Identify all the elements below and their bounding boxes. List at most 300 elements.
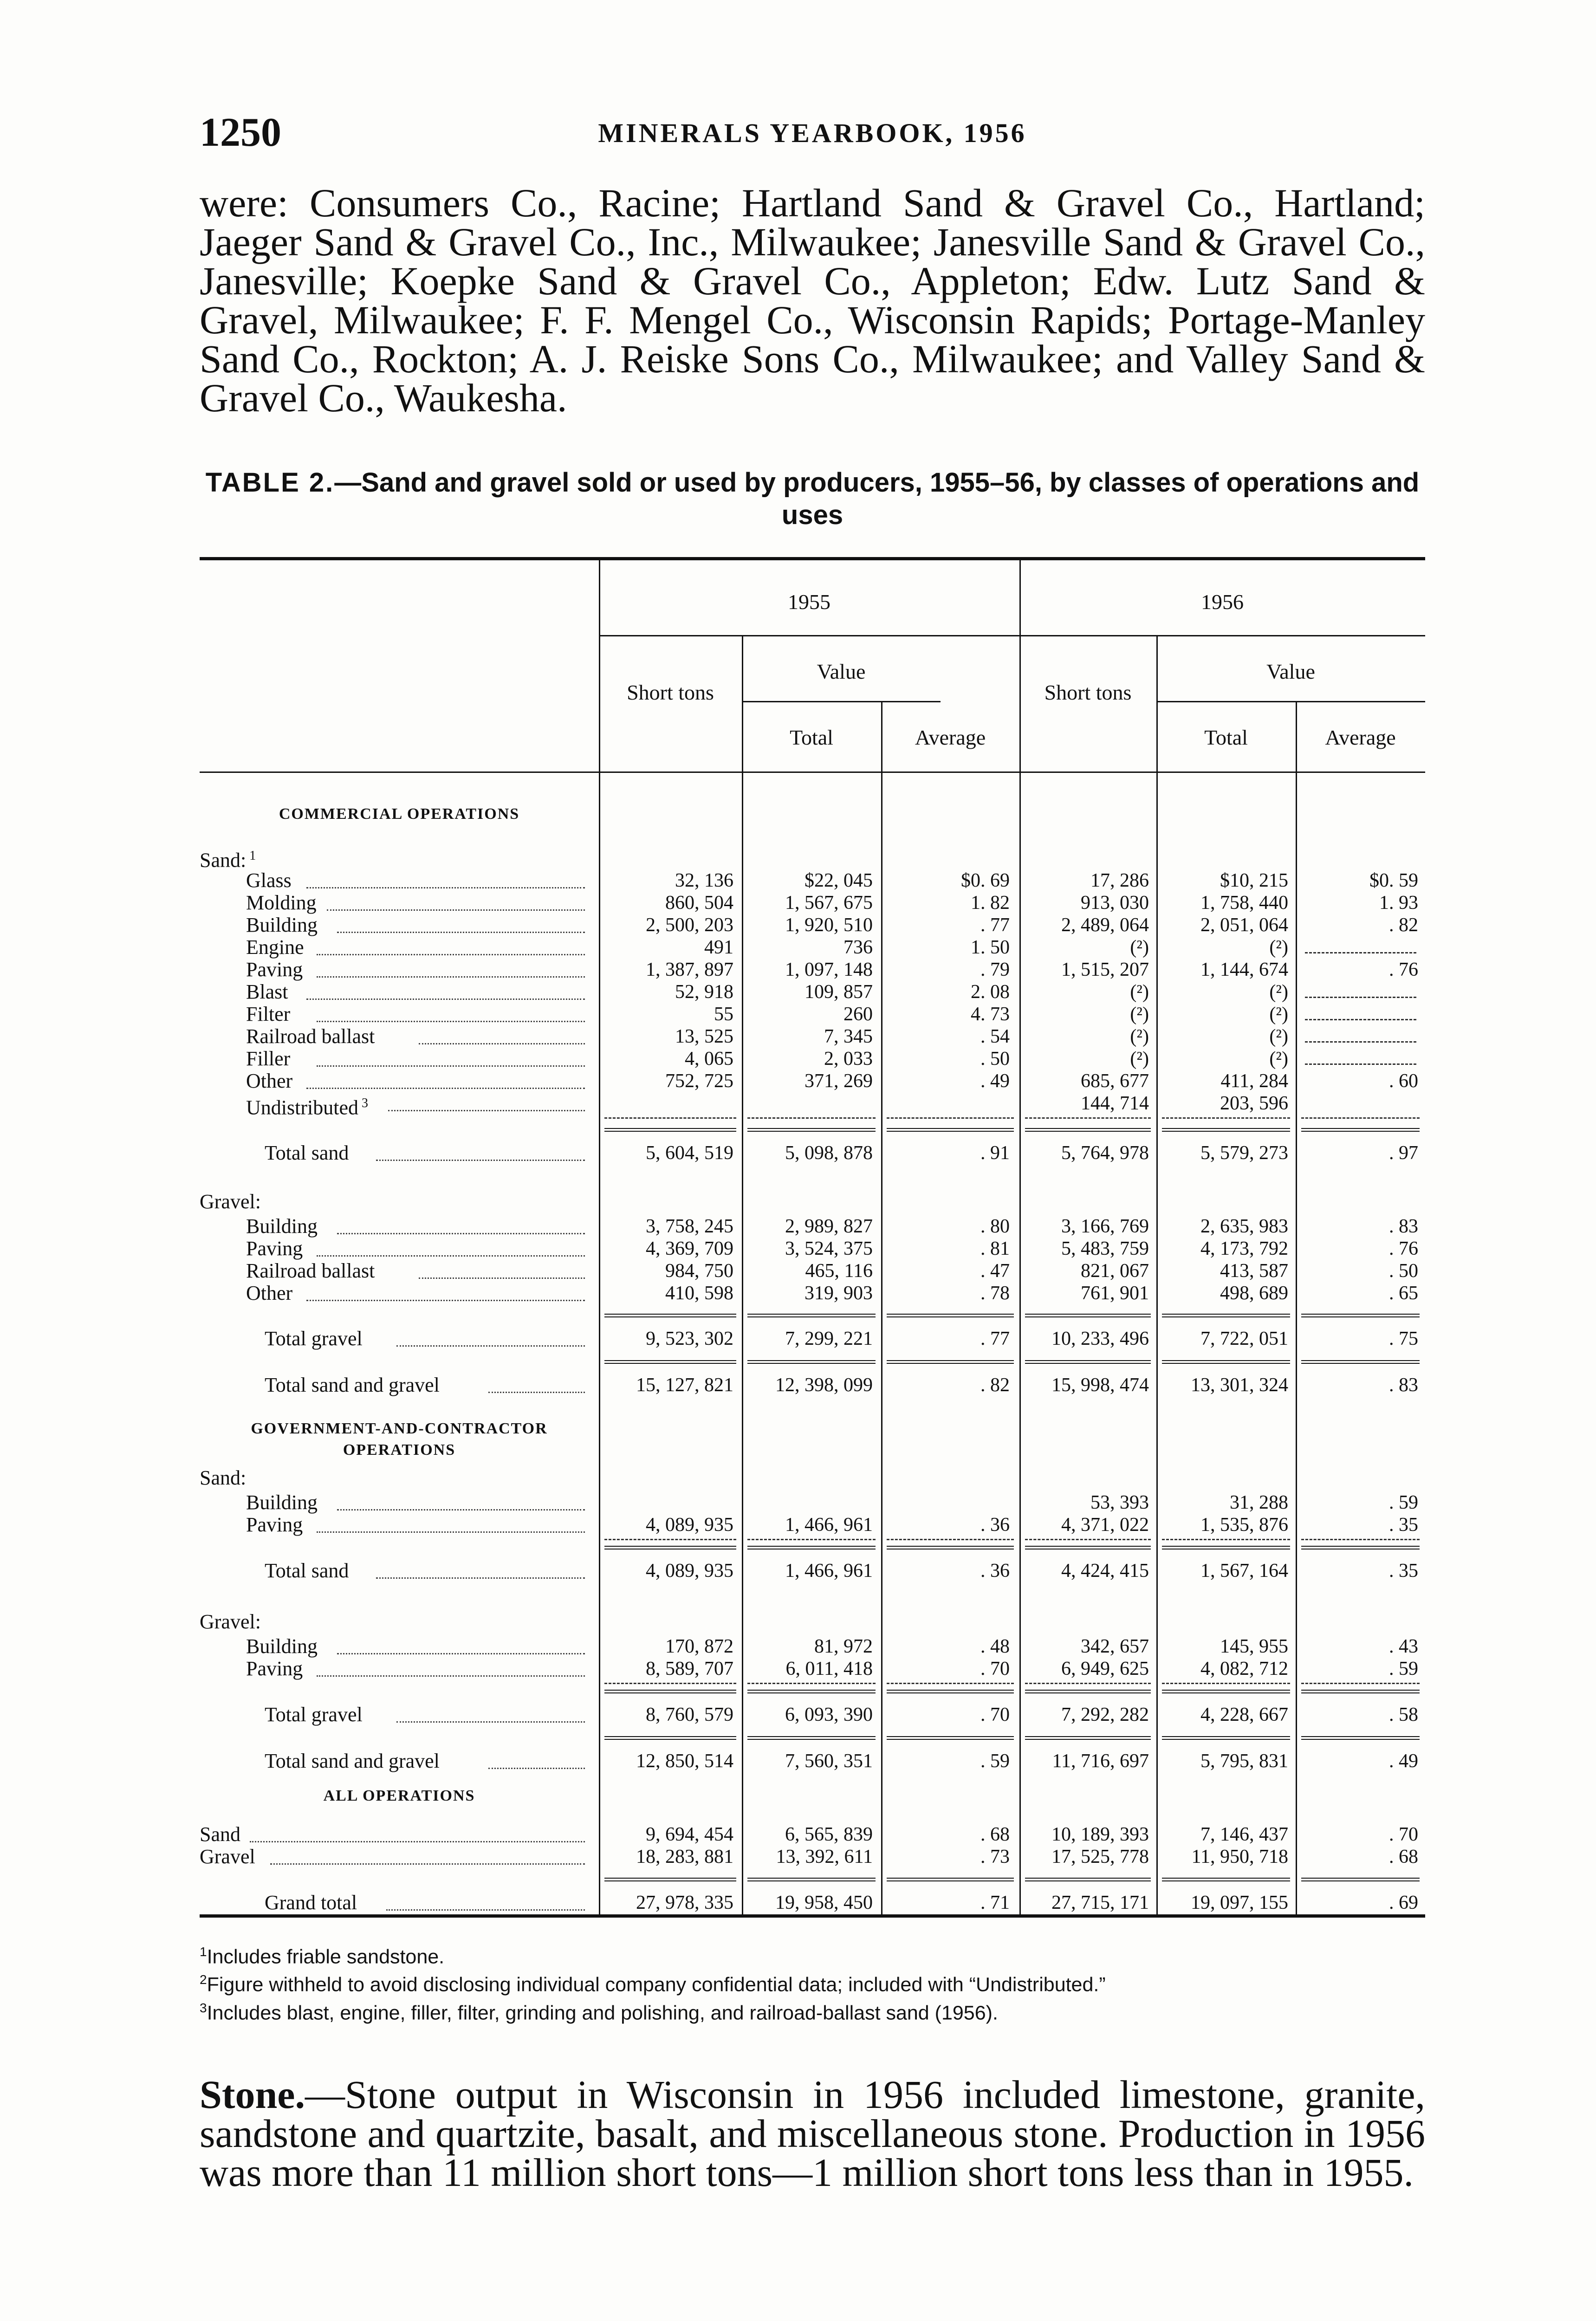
table-cell: . 83 (1389, 1216, 1418, 1237)
total-separator-rule (1301, 1880, 1420, 1881)
table-cell: . 43 (1389, 1636, 1418, 1657)
total-separator-rule (604, 1690, 736, 1691)
footnote-2 (200, 1968, 1425, 1996)
table-cell: . 71 (980, 1892, 1010, 1913)
empty-cell-dash (1305, 1041, 1416, 1043)
table-cell: (²) (1269, 1048, 1288, 1070)
total-separator-rule (1025, 1692, 1151, 1693)
total-separator-rule (604, 1692, 736, 1693)
footnote-3-text: Includes blast, engine, filler, filter, grinding and polishing, and railroad-ballast sand (1956). (207, 2001, 998, 2024)
subtotal-dash-rule (887, 1683, 1014, 1684)
leader-dots (317, 1065, 585, 1067)
table-cell: 170, 872 (665, 1636, 733, 1657)
total-separator-rule (1162, 1128, 1290, 1129)
row-label-text: Total sand and gravel (265, 1750, 440, 1772)
leader-dots (250, 1841, 585, 1842)
row-label (246, 936, 304, 959)
page-number: 1250 (200, 110, 281, 155)
total-separator-rule (887, 1316, 1014, 1317)
table-cell: 2, 051, 064 (1200, 914, 1288, 936)
table-cell: 7, 560, 351 (785, 1750, 873, 1772)
total-header-1955: Total (790, 726, 833, 749)
total-separator-rule (1301, 1739, 1420, 1740)
leader-dots (337, 1233, 585, 1234)
leader-dots (337, 932, 585, 933)
row-label-text: Blast (246, 980, 288, 1003)
table-cell: 13, 301, 324 (1191, 1374, 1288, 1396)
leader-dots (317, 954, 585, 955)
subtotal-dash-rule (604, 1683, 736, 1684)
table-cell: 12, 398, 099 (775, 1374, 873, 1396)
table-cell: . 36 (980, 1514, 1010, 1536)
table-cell: . 59 (1389, 1492, 1418, 1513)
leader-dots (317, 1675, 585, 1677)
footnote-1-mark: 1 (200, 1945, 207, 1959)
row-label (246, 914, 318, 936)
total-separator-rule (1025, 1880, 1151, 1881)
row-label-text: Sand (200, 1823, 240, 1846)
col-divider-b (881, 702, 882, 1914)
row-label (265, 1750, 440, 1772)
table-cell: . 47 (980, 1260, 1010, 1282)
row-label-text: Sand: (200, 849, 247, 872)
total-separator-rule (1162, 1360, 1290, 1361)
row-label (265, 1892, 357, 1914)
table-cell: $22, 045 (804, 870, 873, 891)
table-cell: 11, 716, 697 (1052, 1750, 1149, 1772)
table-cell: 5, 579, 273 (1200, 1142, 1288, 1164)
table-cell: 491 (704, 937, 733, 958)
table-cell: . 50 (1389, 1260, 1418, 1282)
subtotal-dash-rule (1301, 1683, 1420, 1684)
total-separator-rule (887, 1690, 1014, 1691)
total-separator-rule (1301, 1128, 1420, 1129)
table-cell: 3, 166, 769 (1061, 1216, 1149, 1237)
table-cell: 3, 758, 245 (646, 1216, 733, 1237)
footnote-3 (200, 1997, 1425, 2024)
table-cell: . 35 (1389, 1514, 1418, 1536)
total-separator-rule (1025, 1736, 1151, 1737)
table-cell: . 91 (980, 1142, 1010, 1164)
total-separator-rule (747, 1739, 876, 1740)
table-cell: 145, 955 (1220, 1636, 1288, 1657)
table-cell: 1, 097, 148 (785, 959, 873, 980)
total-separator-rule (1162, 1316, 1290, 1317)
leader-dots (488, 1768, 585, 1769)
table-caption (200, 467, 1425, 532)
year-1956-header: 1956 (1201, 590, 1244, 614)
stone-text: —Stone output in Wisconsin in 1956 included limestone, granite, sandstone and quartzite, basalt, and miscellaneous stone. Production in 1956 was more than 11 million short tons—1 million short tons less than in 1955. (200, 2072, 1425, 2195)
subtotal-dash-rule (1301, 1539, 1420, 1540)
total-separator-rule (1301, 1363, 1420, 1364)
table-cell: . 59 (1389, 1658, 1418, 1679)
total-separator-rule (747, 1128, 876, 1129)
total-separator-rule (747, 1880, 876, 1881)
table-cell: 9, 523, 302 (646, 1328, 733, 1349)
table-cell: . 59 (980, 1750, 1010, 1772)
row-label-text: Gravel: (200, 1610, 261, 1633)
total-separator-rule (1301, 1546, 1420, 1547)
total-separator-rule (1301, 1316, 1420, 1317)
leader-dots (386, 1909, 585, 1911)
row-label-text: Building (246, 914, 318, 936)
table-cell: 32, 136 (675, 870, 733, 891)
table-caption-text: —Sand and gravel sold or used by producers, 1955–56, by classes of operations and uses (334, 467, 1420, 530)
total-separator-rule (887, 1692, 1014, 1693)
table-cell: 342, 657 (1081, 1636, 1149, 1657)
subtotal-dash-rule (747, 1117, 876, 1119)
row-label-text: Filter (246, 1003, 291, 1025)
total-separator-rule (1025, 1690, 1151, 1691)
row-label-text: Engine (246, 936, 304, 959)
table-cell: 4, 089, 935 (646, 1514, 733, 1536)
empty-cell-dash (1305, 1019, 1416, 1020)
table-cell: 4, 173, 792 (1200, 1238, 1288, 1259)
year-1955-header: 1955 (788, 590, 830, 614)
table-cell: (²) (1269, 981, 1288, 1003)
table-cell: . 75 (1389, 1328, 1418, 1349)
row-label-text: Building (246, 1635, 318, 1658)
row-label (246, 1003, 290, 1025)
value-header-1956: Value (1266, 660, 1315, 683)
year-header-rule (599, 635, 1425, 636)
table-cell: 1, 920, 510 (785, 914, 873, 936)
total-separator-rule (604, 1131, 736, 1132)
total-separator-rule (1025, 1131, 1151, 1132)
total-separator-rule (1162, 1878, 1290, 1879)
table-cell: 17, 525, 778 (1051, 1846, 1149, 1867)
table-cell: 5, 795, 831 (1200, 1750, 1288, 1772)
total-separator-rule (1162, 1880, 1290, 1881)
header-bottom-rule (200, 772, 1425, 773)
total-separator-rule (1162, 1546, 1290, 1547)
leader-dots (317, 1021, 585, 1022)
value-header-rule-1955 (742, 701, 941, 702)
table-cell: 10, 189, 393 (1051, 1824, 1149, 1845)
table-cell: 2, 500, 203 (646, 914, 733, 936)
value-header-1955: Value (817, 660, 866, 683)
row-label-text: Gravel (200, 1845, 255, 1868)
table-cell: 27, 978, 335 (636, 1892, 733, 1913)
table-cell: 2, 033 (824, 1048, 873, 1070)
total-separator-rule (887, 1128, 1014, 1129)
row-label (265, 1328, 363, 1350)
footnote-2-text: Figure withheld to avoid disclosing individual company confidential data; included with “Undistributed.” (207, 1973, 1106, 1996)
total-separator-rule (1025, 1316, 1151, 1317)
row-label (265, 1374, 440, 1396)
table-cell: 411, 284 (1220, 1070, 1288, 1092)
total-header-1956: Total (1204, 726, 1248, 749)
total-separator-rule (887, 1131, 1014, 1132)
table-cell: 860, 504 (665, 892, 733, 914)
table-cell: 4. 73 (971, 1004, 1010, 1025)
intro-paragraph: were: Consumers Co., Racine; Hartland Sand & Gravel Co., Hartland; Jaeger Sand & Gravel Co., Inc., Milwaukee; Janesville Sand & Gravel Co., Janesville; Koepke Sand & Gravel Co., Appleton; Edw. Lutz Sand & Gravel, Milwaukee; F. F. Mengel Co., Wisconsin Rapids; Portage-Manley Sand Co., Rockton; A. J. Reiske Sons Co., Milwaukee; and Valley Sand & Gravel Co., Waukesha. (200, 181, 1425, 420)
table-cell: 31, 288 (1230, 1492, 1288, 1513)
total-separator-rule (604, 1314, 736, 1315)
table-cell: . 65 (1389, 1283, 1418, 1304)
total-separator-rule (887, 1736, 1014, 1737)
table-cell: . 60 (1389, 1070, 1418, 1092)
row-label (246, 1260, 375, 1282)
table-cell: 7, 146, 437 (1200, 1824, 1288, 1845)
leader-dots (306, 1300, 585, 1301)
row-label (246, 869, 292, 892)
row-label (246, 981, 288, 1003)
table-cell: . 48 (980, 1636, 1010, 1657)
total-separator-rule (1301, 1360, 1420, 1361)
total-separator-rule (1025, 1314, 1151, 1315)
table-cell: 52, 918 (675, 981, 733, 1003)
table-cell: . 77 (980, 914, 1010, 936)
subtotal-dash-rule (887, 1117, 1014, 1119)
row-label-text: Total sand (265, 1559, 349, 1582)
row-label (246, 1635, 318, 1658)
table-cell: 371, 269 (804, 1070, 873, 1092)
table-cell: 913, 030 (1081, 892, 1149, 914)
table-cell: 498, 689 (1220, 1283, 1288, 1304)
total-separator-rule (1162, 1692, 1290, 1693)
leader-dots (396, 1345, 585, 1347)
row-label-text: Undistributed (246, 1096, 358, 1119)
table-cell: 5, 764, 978 (1061, 1142, 1149, 1164)
average-header-1956: Average (1325, 726, 1396, 749)
row-label-text: Paving (246, 1657, 303, 1680)
table-top-rule (200, 557, 1425, 560)
row-label (200, 1467, 246, 1489)
table-cell: 984, 750 (665, 1260, 733, 1282)
total-separator-rule (604, 1546, 736, 1547)
total-separator-rule (747, 1360, 876, 1361)
leader-dots (396, 1721, 585, 1723)
row-label-text: Paving (246, 1513, 303, 1536)
table-cell: 1, 144, 674 (1200, 959, 1288, 980)
subtotal-dash-rule (1025, 1117, 1151, 1119)
total-separator-rule (747, 1314, 876, 1315)
table-cell: . 49 (1389, 1750, 1418, 1772)
leader-dots (376, 1160, 585, 1161)
table-cell: $0. 69 (961, 870, 1010, 891)
row-label-text: Sand: (200, 1466, 247, 1489)
table-cell: 4, 089, 935 (646, 1560, 733, 1582)
row-label-text: Molding (246, 891, 317, 914)
table-cell: 1, 758, 440 (1200, 892, 1288, 914)
row-label-text: Railroad ballast (246, 1025, 375, 1048)
col-divider-a (742, 635, 743, 1914)
leader-dots (327, 909, 585, 911)
table-cell: . 69 (1389, 1892, 1418, 1913)
row-label (246, 892, 317, 914)
table-cell: . 68 (980, 1824, 1010, 1845)
total-separator-rule (1301, 1690, 1420, 1691)
table-cell: . 70 (1389, 1824, 1418, 1845)
table-cell: 8, 760, 579 (646, 1704, 733, 1725)
total-separator-rule (887, 1314, 1014, 1315)
total-separator-rule (604, 1316, 736, 1317)
empty-cell-dash (1305, 952, 1416, 953)
leader-dots (270, 1863, 585, 1865)
table-cell: . 50 (980, 1048, 1010, 1070)
total-separator-rule (604, 1363, 736, 1364)
total-separator-rule (1162, 1131, 1290, 1132)
table-cell: 81, 972 (814, 1636, 873, 1657)
total-separator-rule (747, 1546, 876, 1547)
subtotal-dash-rule (604, 1539, 736, 1540)
empty-cell-dash (1305, 1063, 1416, 1065)
table-cell: . 97 (1389, 1142, 1418, 1164)
table-cell: 4, 424, 415 (1061, 1560, 1149, 1582)
total-separator-rule (887, 1363, 1014, 1364)
col-divider-years (1019, 557, 1021, 1914)
table-cell: 7, 292, 282 (1061, 1704, 1149, 1725)
table-cell: 10, 233, 496 (1051, 1328, 1149, 1349)
table-cell: (²) (1269, 1026, 1288, 1047)
table-cell: 5, 483, 759 (1061, 1238, 1149, 1259)
row-label (246, 1070, 292, 1092)
total-separator-rule (604, 1739, 736, 1740)
table-cell: . 81 (980, 1238, 1010, 1259)
total-separator-rule (604, 1128, 736, 1129)
total-separator-rule (747, 1736, 876, 1737)
total-separator-rule (747, 1692, 876, 1693)
total-separator-rule (1301, 1878, 1420, 1879)
row-label-text: Building (246, 1491, 318, 1514)
total-separator-rule (1025, 1360, 1151, 1361)
total-separator-rule (1025, 1128, 1151, 1129)
table-cell: 13, 525 (675, 1026, 733, 1047)
table-cell: 6, 093, 390 (785, 1704, 873, 1725)
table-cell: . 58 (1389, 1704, 1418, 1725)
row-label (200, 1191, 261, 1213)
table-cell: 821, 067 (1081, 1260, 1149, 1282)
table-cell: 410, 598 (665, 1283, 733, 1304)
table-cell: 2, 989, 827 (785, 1216, 873, 1237)
total-separator-rule (604, 1360, 736, 1361)
row-label-text: Total gravel (265, 1327, 363, 1350)
leader-dots (376, 1577, 585, 1579)
table-cell: . 80 (980, 1216, 1010, 1237)
row-label-text: Total sand (265, 1141, 349, 1164)
total-separator-rule (1025, 1546, 1151, 1547)
total-separator-rule (604, 1880, 736, 1881)
subtotal-dash-rule (887, 1539, 1014, 1540)
table-cell: 1. 93 (1379, 892, 1418, 914)
stone-lead: Stone. (200, 2072, 305, 2117)
total-separator-rule (1162, 1314, 1290, 1315)
table-cell: . 73 (980, 1846, 1010, 1867)
total-separator-rule (1162, 1739, 1290, 1740)
table-cell: . 35 (1389, 1560, 1418, 1582)
table-cell: 1, 466, 961 (785, 1514, 873, 1536)
table-cell: 4, 082, 712 (1200, 1658, 1288, 1679)
row-label-text: Railroad ballast (246, 1259, 375, 1282)
total-separator-rule (1301, 1692, 1420, 1693)
table-cell: . 49 (980, 1070, 1010, 1092)
table-footnotes (200, 1940, 1425, 2024)
total-separator-rule (747, 1363, 876, 1364)
subtotal-dash-rule (747, 1683, 876, 1684)
table-cell: 465, 116 (805, 1260, 873, 1282)
table-cell: 761, 901 (1081, 1283, 1149, 1304)
footnote-2-mark: 2 (200, 1972, 207, 1987)
table-cell: 9, 694, 454 (646, 1824, 733, 1845)
total-separator-rule (887, 1880, 1014, 1881)
table-cell: 4, 371, 022 (1061, 1514, 1149, 1536)
table-cell: (²) (1130, 937, 1149, 958)
table-cell: 12, 850, 514 (636, 1750, 733, 1772)
row-label (246, 959, 303, 981)
table-cell: 736 (843, 937, 873, 958)
table-cell: 15, 998, 474 (1051, 1374, 1149, 1396)
table-cell: . 36 (980, 1560, 1010, 1582)
table-cell: . 79 (980, 959, 1010, 980)
subtotal-dash-rule (747, 1539, 876, 1540)
row-label-text: Gravel: (200, 1190, 261, 1213)
table-cell: 752, 725 (665, 1070, 733, 1092)
total-separator-rule (1162, 1736, 1290, 1737)
table-cell: 5, 604, 519 (646, 1142, 733, 1164)
table-cell: 144, 714 (1081, 1093, 1149, 1114)
table-cell: 7, 722, 051 (1200, 1328, 1288, 1349)
total-separator-rule (604, 1878, 736, 1879)
stone-paragraph (200, 2072, 1425, 2195)
leader-dots (317, 1255, 585, 1257)
table-cell: 319, 903 (804, 1283, 873, 1304)
table-cell: . 76 (1389, 1238, 1418, 1259)
table-cell: 53, 393 (1090, 1492, 1149, 1513)
table-cell: 18, 283, 881 (636, 1846, 733, 1867)
row-label (200, 1611, 261, 1633)
row-label-text: Filler (246, 1047, 291, 1070)
leader-dots (306, 998, 585, 1000)
table-cell: (²) (1130, 981, 1149, 1003)
leader-dots (317, 976, 585, 978)
table-cell: $10, 215 (1220, 870, 1288, 891)
table-cell: . 83 (1389, 1374, 1418, 1396)
row-label-text: Paving (246, 1237, 303, 1260)
table-cell: 13, 392, 611 (776, 1846, 873, 1867)
row-label (265, 1560, 349, 1582)
table-cell: 19, 958, 450 (775, 1892, 873, 1913)
table-cell: . 76 (1389, 959, 1418, 980)
row-label-text: Paving (246, 958, 303, 981)
row-label-text: Grand total (265, 1891, 357, 1914)
table-cell: . 82 (980, 1374, 1010, 1396)
table-bottom-rule (200, 1914, 1425, 1918)
row-label (246, 1215, 318, 1238)
leader-dots (419, 1277, 585, 1279)
subtotal-dash-rule (1025, 1683, 1151, 1684)
total-separator-rule (1301, 1131, 1420, 1132)
row-label (246, 1048, 290, 1070)
leader-dots (306, 887, 585, 888)
table-cell: 413, 587 (1220, 1260, 1288, 1282)
subtotal-dash-rule (604, 1117, 736, 1119)
table-cell: 1. 50 (971, 937, 1010, 958)
subtotal-dash-rule (1162, 1683, 1290, 1684)
table-cell: 2, 635, 983 (1200, 1216, 1288, 1237)
table-cell: . 54 (980, 1026, 1010, 1047)
table-cell: 1, 567, 675 (785, 892, 873, 914)
table-cell: 109, 857 (804, 981, 873, 1003)
table-cell: . 78 (980, 1283, 1010, 1304)
table-cell: 1, 515, 207 (1061, 959, 1149, 980)
table-cell: 17, 286 (1090, 870, 1149, 891)
leader-dots (419, 1043, 585, 1044)
leader-dots (337, 1509, 585, 1511)
table-cell: 4, 228, 667 (1200, 1704, 1288, 1725)
table-cell: 1. 82 (971, 892, 1010, 914)
footnote-3-mark: 3 (200, 2000, 207, 2015)
